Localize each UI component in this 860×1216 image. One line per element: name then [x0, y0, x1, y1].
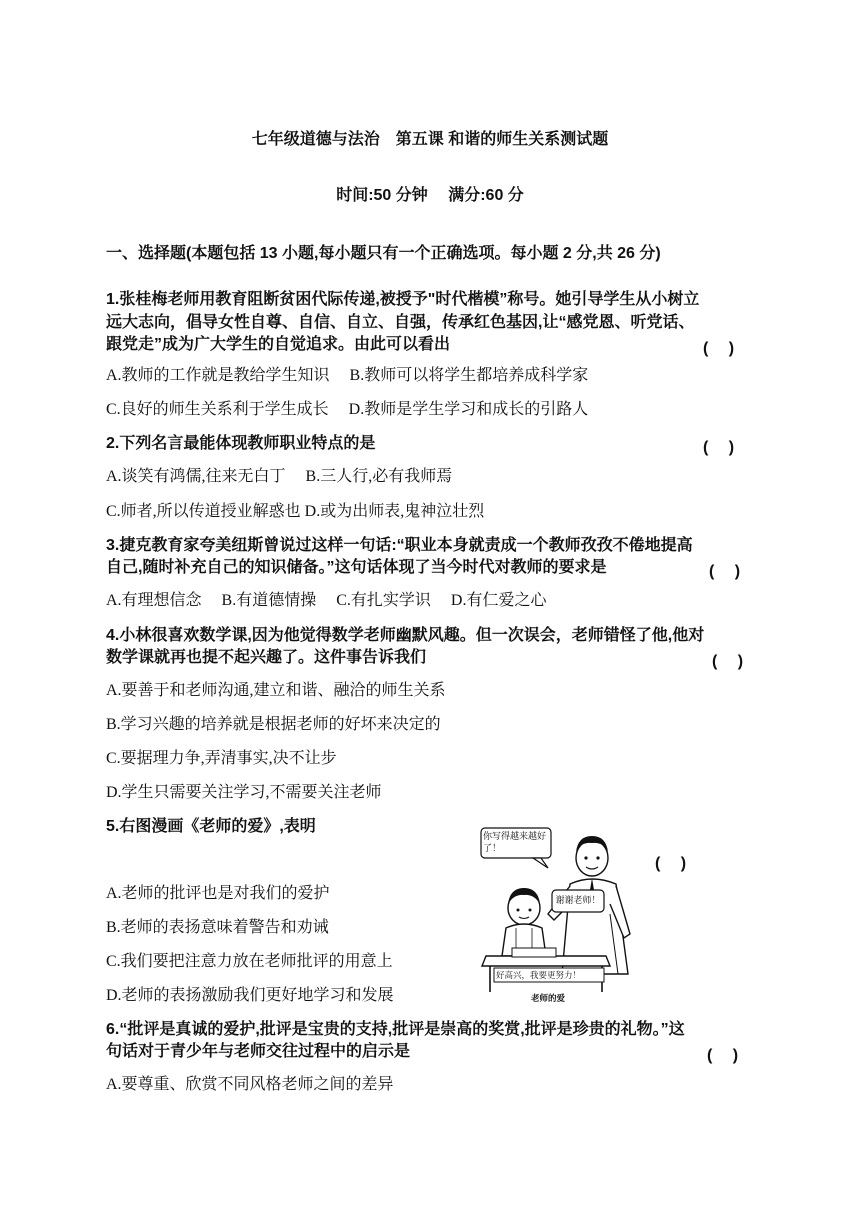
student-speech-text: 谢谢老师！ [555, 895, 601, 905]
question-4-stem-line-2: 数学课就再也提不起兴趣了。这件事告诉我们 [106, 649, 427, 666]
question-2-answer-bracket[interactable]: ( ) [703, 439, 735, 456]
question-1-stem-line-2: 远大志向，倡导女性自尊、自信、自立、自强，传承红色基因,让“感党恩、听党话、 [106, 314, 695, 331]
section-heading: 一、选择题(本题包括 13 小题,每小题只有一个正确选项。每小题 2 分,共 26 分) [106, 245, 661, 262]
question-1-options-cd: C.良好的师生关系利于学生成长 D.教师是学生学习和成长的引路人 [106, 401, 589, 418]
question-6-stem-line-1: 6.“批评是真诚的爱护,批评是宝贵的支持,批评是崇高的奖赏,批评是珍贵的礼物。”这 [106, 1021, 685, 1038]
page-title: 七年级道德与法治 第五课 和谐的师生关系测试题 [251, 131, 609, 148]
question-4-option-c: C.要据理力争,弄清事实,决不让步 [106, 750, 337, 767]
question-3-stem-line-2: 自己,随时补充自己的知识储备。”这句话体现了当今时代对教师的要求是 [106, 559, 607, 576]
question-1-stem-line-1: 1.张桂梅老师用教育阻断贫困代际传递,被授予"时代楷模”称号。她引导学生从小树立 [106, 291, 700, 308]
exam-time-info: 时间:50 分钟 满分:60 分 [336, 187, 524, 204]
question-2-options-cd: C.师者,所以传道授业解惑也 D.或为出师表,鬼神泣壮烈 [106, 503, 485, 520]
question-4-stem-line-1: 4.小林很喜欢数学课,因为他觉得数学老师幽默风趣。但一次误会，老师错怪了他,他对 [106, 627, 705, 644]
teacher-speech-text: 你写得越来越好了！ [483, 831, 547, 853]
question-5-stem: 5.右图漫画《老师的爱》,表明 [106, 818, 316, 835]
question-3-options: A.有理想信念 B.有道德情操 C.有扎实学识 D.有仁爱之心 [106, 592, 547, 609]
question-4-option-d: D.学生只需要关注学习,不需要关注老师 [106, 784, 382, 801]
question-5-option-b: B.老师的表扬意味着警告和劝诫 [106, 919, 329, 936]
question-3-stem-line-1: 3.捷克教育家夸美纽斯曾说过这样一句话:“职业本身就责成一个教师孜孜不倦地提高 [106, 537, 693, 554]
question-1-stem-line-3: 跟党走”成为广大学生的自觉追求。由此可以看出 [106, 336, 451, 353]
question-6-option-a: A.要尊重、欣赏不同风格老师之间的差异 [106, 1076, 394, 1093]
question-4-option-b: B.学习兴趣的培养就是根据老师的好坏来决定的 [106, 716, 441, 733]
question-2-options-ab: A.谈笑有鸿儒,往来无白丁 B.三人行,必有我师焉 [106, 468, 453, 485]
cartoon-caption: 老师的爱 [530, 993, 565, 1003]
question-5-option-d: D.老师的表扬激励我们更好地学习和发展 [106, 987, 394, 1004]
question-1-answer-bracket[interactable]: ( ) [703, 340, 735, 357]
question-5-answer-bracket[interactable]: ( ) [655, 855, 687, 872]
question-6-answer-bracket[interactable]: ( ) [707, 1047, 739, 1064]
question-4-answer-bracket[interactable]: ( ) [712, 653, 744, 670]
question-5-option-c: C.我们要把注意力放在老师批评的用意上 [106, 953, 393, 970]
question-1-options-ab: A.教师的工作就是教给学生知识 B.教师可以将学生都培养成科学家 [106, 367, 589, 384]
desk-caption-text: 好高兴，我要更努力！ [496, 970, 582, 980]
student-figure [502, 888, 546, 956]
question-3-answer-bracket[interactable]: ( ) [709, 563, 741, 580]
question-4-option-a: A.要善于和老师沟通,建立和谐、融洽的师生关系 [106, 682, 446, 699]
question-5-option-a: A.老师的批评也是对我们的爱护 [106, 885, 330, 902]
cartoon-teachers-love [478, 824, 638, 1004]
question-2-stem: 2.下列名言最能体现教师职业特点的是 [106, 435, 376, 452]
question-6-stem-line-2: 句话对于青少年与老师交往过程中的启示是 [106, 1043, 411, 1060]
